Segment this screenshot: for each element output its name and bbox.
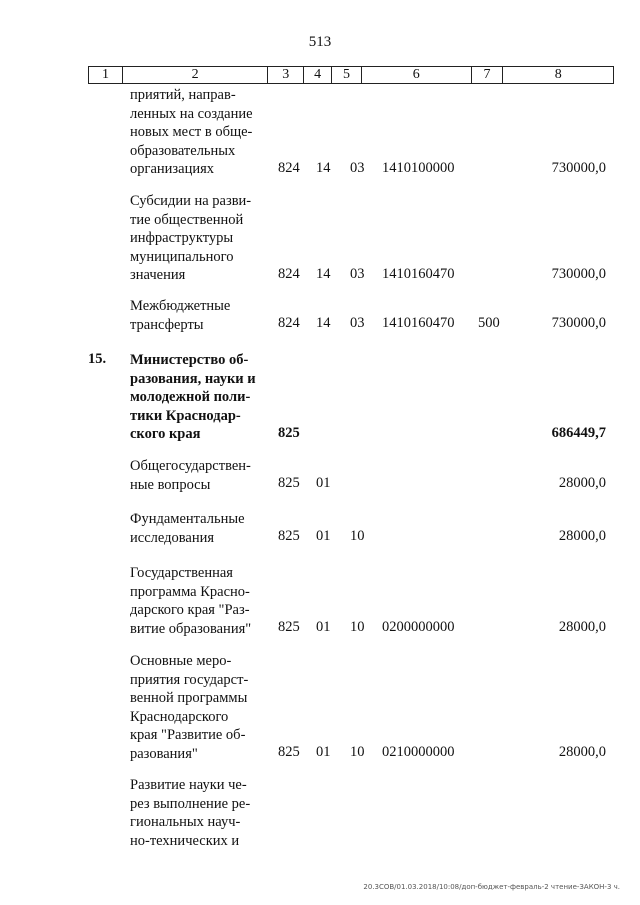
- cell-pr: 10: [350, 528, 365, 544]
- row-name: [130, 297, 264, 334]
- cell-pr: 10: [350, 619, 365, 635]
- row-name: [130, 457, 264, 494]
- name-line: организациях: [130, 161, 215, 177]
- name-line: приятия государст-: [130, 671, 249, 688]
- cell-pr: 10: [350, 744, 365, 760]
- name-line: Основные меро-: [130, 653, 232, 669]
- name-line: ленных на создание: [130, 105, 253, 122]
- name-line: разования": [130, 745, 198, 762]
- name-line: Субсидии на разви-: [130, 193, 252, 209]
- name-line: молодежной поли-: [130, 389, 251, 405]
- cell-gl: 825: [278, 475, 300, 491]
- name-line: Министерство об-: [130, 352, 249, 368]
- header-col-3: 3: [268, 67, 304, 83]
- row-name: [130, 564, 264, 638]
- name-line: Краснодарского: [130, 708, 229, 725]
- name-line: исследования: [130, 529, 215, 546]
- cell-sum: 686449,7: [551, 425, 606, 441]
- header-col-7: 7: [472, 67, 504, 83]
- row-name: [130, 510, 264, 547]
- header-col-5: 5: [332, 67, 362, 83]
- row-name: [130, 351, 264, 444]
- name-line: венной программы: [130, 690, 248, 706]
- cell-rz: 14: [316, 160, 331, 176]
- cell-rz: 14: [316, 315, 331, 331]
- name-line: значения: [130, 267, 186, 283]
- name-line: Фундаментальные: [130, 511, 245, 527]
- cell-sum: 28000,0: [558, 619, 606, 635]
- row-name: [130, 652, 264, 763]
- page-number: 513: [308, 34, 332, 50]
- cell-cs: 1410100000: [382, 160, 455, 176]
- cell-rz: 01: [316, 744, 331, 760]
- cell-sum: 730000,0: [551, 160, 606, 176]
- cell-rz: 01: [316, 528, 331, 544]
- name-line: Межбюджетные: [130, 298, 231, 314]
- name-line: ского края: [130, 426, 201, 442]
- name-line: Развитие науки че-: [130, 777, 247, 793]
- name-line: новых мест в обще-: [130, 124, 253, 140]
- document-footer: 20.3СОВ/01.03.2018/10:08/доп-бюджет-февраль-2 чтение-ЗАКОН-3 ч.: [363, 883, 620, 891]
- row-name: [130, 192, 264, 285]
- header-col-2: 2: [123, 67, 268, 83]
- cell-sum: 730000,0: [551, 315, 606, 331]
- cell-sum: 28000,0: [558, 528, 606, 544]
- row-number: 15.: [88, 351, 107, 367]
- cell-rz: 01: [316, 619, 331, 635]
- name-line: Государственная: [130, 565, 233, 581]
- name-line: но-технических и: [130, 832, 240, 849]
- cell-gl: 824: [278, 160, 300, 176]
- name-line: тики Краснодар-: [130, 407, 241, 424]
- name-line: программа Красно-: [130, 583, 250, 600]
- header-col-4: 4: [304, 67, 332, 83]
- name-line: дарского края "Раз-: [130, 602, 250, 618]
- table-header: [88, 66, 614, 84]
- name-line: приятий, направ-: [130, 87, 236, 103]
- cell-rz: 01: [316, 475, 331, 491]
- name-line: витие образования": [130, 620, 252, 637]
- name-line: Общегосударствен-: [130, 458, 251, 474]
- cell-gl: 824: [278, 315, 300, 331]
- cell-pr: 03: [350, 315, 365, 331]
- cell-gl: 824: [278, 266, 300, 282]
- cell-pr: 03: [350, 160, 365, 176]
- name-line: рез выполнение ре-: [130, 795, 251, 812]
- row-name: [130, 776, 264, 850]
- name-line: края "Развитие об-: [130, 727, 246, 743]
- cell-pr: 03: [350, 266, 365, 282]
- cell-rz: 14: [316, 266, 331, 282]
- header-col-6: 6: [362, 67, 472, 83]
- name-line: гиональных науч-: [130, 814, 241, 830]
- cell-cs: 0210000000: [382, 744, 455, 760]
- cell-cs: 1410160470: [382, 315, 455, 331]
- cell-sum: 28000,0: [558, 475, 606, 491]
- name-line: трансферты: [130, 316, 204, 333]
- cell-gl: 825: [278, 528, 300, 544]
- name-line: ные вопросы: [130, 476, 211, 493]
- cell-sum: 28000,0: [558, 744, 606, 760]
- cell-gl: 825: [278, 619, 300, 635]
- cell-gl: 825: [278, 744, 300, 760]
- name-line: разования, науки и: [130, 370, 256, 387]
- cell-sum: 730000,0: [551, 266, 606, 282]
- cell-cs: 1410160470: [382, 266, 455, 282]
- row-name: [130, 86, 264, 179]
- header-col-8: 8: [554, 67, 562, 82]
- name-line: муниципального: [130, 248, 234, 265]
- name-line: инфраструктуры: [130, 230, 234, 246]
- cell-cs: 0200000000: [382, 619, 455, 635]
- cell-gl: 825: [278, 425, 300, 441]
- header-col-1: 1: [89, 67, 123, 83]
- name-line: образовательных: [130, 142, 236, 159]
- cell-vr: 500: [478, 315, 500, 331]
- name-line: тие общественной: [130, 211, 244, 228]
